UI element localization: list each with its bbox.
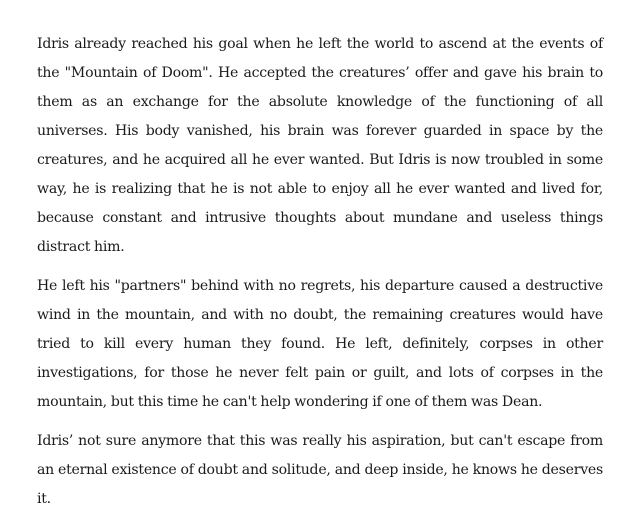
- document-body: [37, 30, 603, 524]
- paragraph-2: He left his "partners" behind with no regrets, his departure caused a destructive wind in the mountain, and with no doubt, the remaining creatures would have tried to kill every human they found. He left, definitely, corpses in other investigations, for those he never felt pain or guilt, and lots of corpses in the mountain, but this time he can't help wondering if one of them was Dean.: [37, 278, 603, 410]
- paragraph-3: Idris’ not sure anymore that this was really his aspiration, but can't escape from an eternal existence of doubt and solitude, and deep inside, he knows he deserves it.: [37, 433, 603, 507]
- paragraph-1: Idris already reached his goal when he left the world to ascend at the events of the "Mountain of Doom". He accepted the creatures’ offer and gave his brain to them as an exchange for the absolute knowledge of the functioning of all universes. His body vanished, his brain was forever guarded in space by the creatures, and he acquired all he ever wanted. But Idris is now troubled in some way, he is realizing that he is not able to enjoy all he ever wanted and lived for, because constant and intrusive thoughts about mundane and useless things distract him.: [37, 36, 603, 255]
